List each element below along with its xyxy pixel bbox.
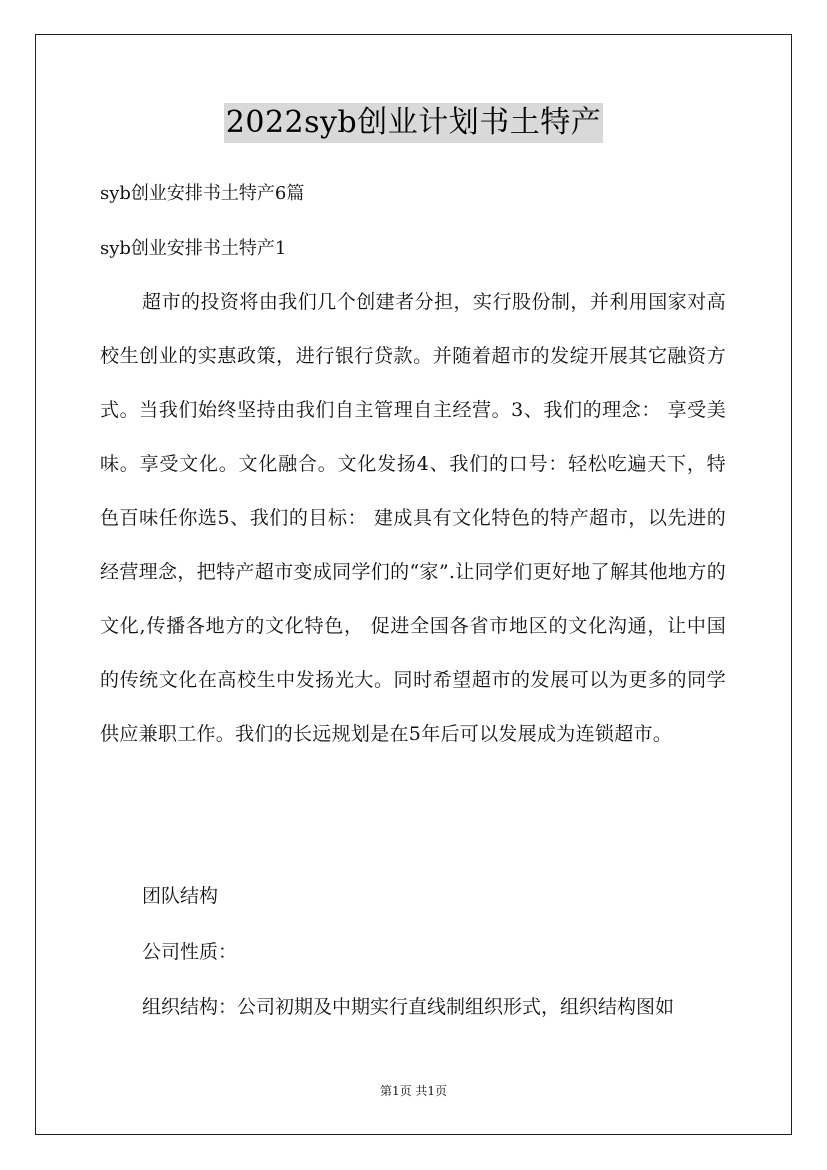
subtitle-line-1: syb创业安排书土特产6篇 (100, 183, 305, 204)
document-title: 2022syb创业计划书土特产 (224, 103, 603, 143)
page-footer: 第1页 共1页 (379, 1084, 448, 1098)
subtitle-line-2: syb创业安排书土特产1 (100, 238, 287, 259)
body-paragraph-1: 超市的投资将由我们几个创建者分担，实行股份制，并利用国家对高校生创业的实惠政策，进行银行贷款。并随着超市的发绽开展其它融资方式。当我们始终坚持由我们自主管理自主经营。3、我们的理念： 享受美味。享受文化。文化融合。文化发扬4、我们的口号：轻松吃遍天下，特色百味任你选5、我们的目标： 建成具有文化特色的特产超市，以先进的经营理念，把特产超市变成同学们的“家”.让同学们更好地了解其他地方的文化,传播各地方的文化特色， 促进全国各省市地区的文化沟通，让中国的传统文化在高校生中发扬光大。同时希望超市的发展可以为更多的同学供应兼职工作。我们的长远规划是在5年后可以发展成为连锁超市。 (100, 291, 726, 745)
title-container (0, 103, 827, 143)
section-team-structure: 团队结构 (142, 885, 219, 907)
section-company-nature: 公司性质： (142, 941, 238, 963)
section-org-structure: 组织结构：公司初期及中期实行直线制组织形式，组织结构图如 (142, 996, 675, 1018)
